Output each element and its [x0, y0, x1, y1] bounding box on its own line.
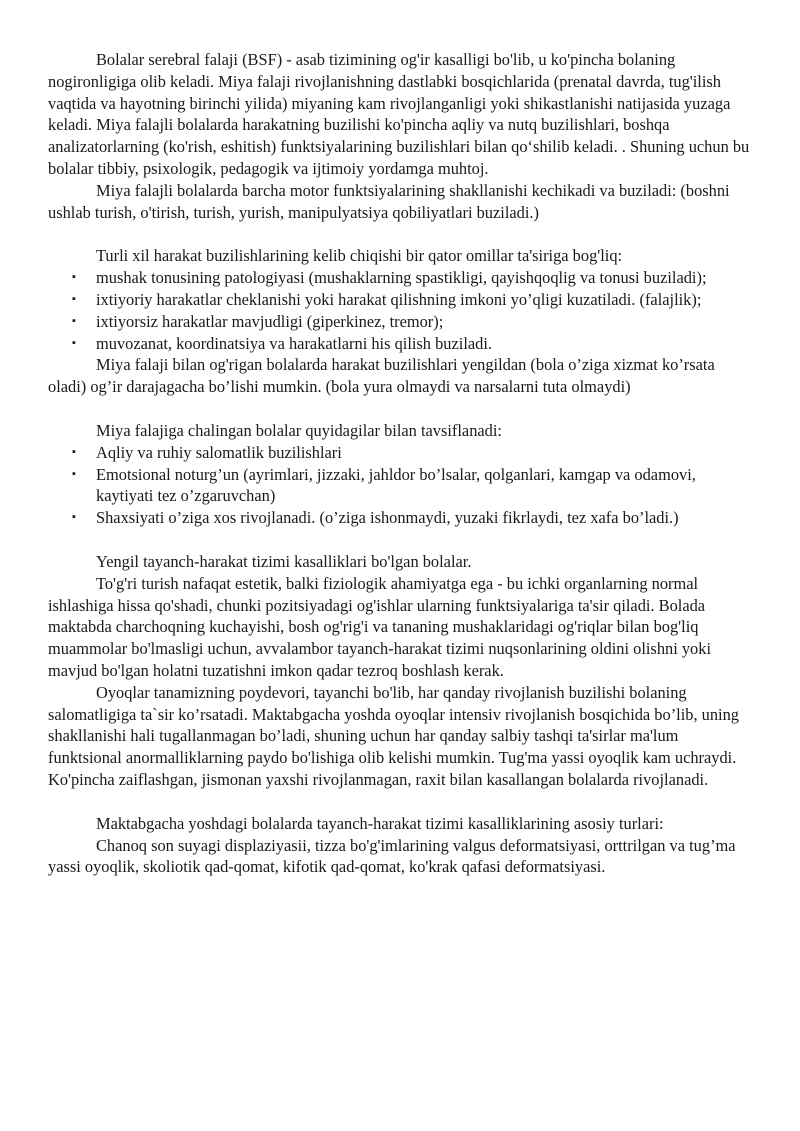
paragraph-disease-types-intro: Maktabgacha yoshdagi bolalarda tayanch-harakat tizimi kasalliklarining asosiy turlari:	[96, 813, 664, 833]
paragraph-disease-types: Chanoq son suyagi displaziyasii, tizza bo'g'imlarining valgus deformatsiyasi, orttrilgan va tug’ma yassi oyoqlik, skoliotik qad-qomat, kifotik qad-qomat, ko'krak qafasi deformatsiyasi.	[48, 835, 736, 877]
bullet-icon: ▪	[72, 467, 76, 480]
paragraph-posture: To'g'ri turish nafaqat estetik, balki fiziologik ahamiyatga ega - bu ichki organlarning normal ishlashiga hissa qo'shadi, chunki pozitsiyadagi og'ishlar ularning funktsiyalariga ta'sir qiladi. Bolada maktabda charchoqning kuchayishi, bosh og'rig'i va tananing mushaklaridagi og'riqlar bilan bog'liq muammolar bo'lmasligi uchun, avvalambor tayanch-harakat tizimi nuqsonlarining oldini olishni yoki mavjud bo'lgan holatni tuzatishni imkon qadar tezroq boshlash kerak.	[48, 573, 711, 680]
paragraph-characteristics-intro: Miya falajiga chalingan bolalar quyidagilar bilan tavsiflanadi:	[96, 420, 502, 440]
list-item	[48, 311, 752, 333]
paragraph-severity: Miya falaji bilan og'rigan bolalarda harakat buzilishlari yengildan (bola o’ziga xizmat ko’rsata oladi) og’ir darajagacha bo’lishi mumkin. (bola yura olmaydi va narsalarni tuta olmaydi)	[48, 355, 715, 397]
list-item-text: mushak tonusining patologiyasi (mushaklarning spastikligi, qayishqoqlig va tonusi buziladi);	[96, 268, 707, 288]
list-item	[48, 507, 752, 529]
bullet-icon: ▪	[72, 511, 76, 524]
paragraph-factors-intro: Turli xil harakat buzilishlarining kelib chiqishi bir qator omillar ta'siriga bog'liq:	[96, 246, 623, 266]
spacer	[48, 791, 752, 813]
bullet-icon: ▪	[72, 292, 76, 305]
list-item	[48, 333, 752, 355]
list-item-text: Shaxsiyati o’ziga xos rivojlanadi. (o’ziga ishonmaydi, yuzaki fikrlaydi, tez xafa bo’ladi.)	[96, 508, 679, 528]
section-heading-mild-disorders: Yengil tayanch-harakat tizimi kasalliklari bo'lgan bolalar.	[96, 551, 472, 571]
characteristics-list	[48, 442, 752, 529]
spacer	[48, 223, 752, 245]
list-item	[48, 289, 752, 311]
paragraph-bsf-intro: Bolalar serebral falaji (BSF) - asab tizimining og'ir kasalligi bo'lib, u ko'pincha bolaning nogironligiga olib keladi. Miya falaji rivojlanishning dastlabki bosqichlarida (prenatal davrda, tug'ilish vaqtida va hayotning birinchi yilida) miyaning kam rivojlanganligi yoki shikastlanishi natijasida yuzaga keladi. Miya falajli bolalarda harakatning buzilishi ko'pincha aqliy va nutq buzilishlari, boshqa analizatorlarning (ko'rish, eshitish) funktsiyalarining buzilishlari bilan qo‘shilib keladi. . Shuning uchun bu bolalar tibbiy, psixologik, pedagogik va ijtimoiy yordamga muhtoj.	[48, 50, 750, 178]
list-item-text: muvozanat, koordinatsiya va harakatlarni his qilish buziladi.	[96, 333, 493, 353]
factors-list	[48, 267, 752, 354]
bullet-icon: ▪	[72, 271, 76, 284]
bullet-icon: ▪	[72, 445, 76, 458]
paragraph-motor-functions: Miya falajli bolalarda barcha motor funktsiyalarining shakllanishi kechikadi va buziladi: (boshni ushlab turish, o'tirish, turish, yurish, manipulyatsiya qobiliyatlari buziladi.)	[48, 180, 730, 222]
spacer	[48, 398, 752, 420]
spacer	[48, 529, 752, 551]
bullet-icon: ▪	[72, 336, 76, 349]
bullet-icon: ▪	[72, 314, 76, 327]
list-item-text: ixtiyorsiz harakatlar mavjudligi (giperkinez, tremor);	[96, 311, 444, 331]
list-item-text: Emotsional noturg’un (ayrimlari, jizzaki, jahldor bo’lsalar, qolganlari, kamgap va odamovi, kaytiyati tez o’zgaruvchan)	[96, 464, 696, 506]
paragraph-feet: Oyoqlar tanamizning poydevori, tayanchi bo'lib, har qanday rivojlanish buzilishi bolaning salomatligiga ta`sir ko’rsatadi. Maktabgacha yoshda oyoqlar intensiv rivojlanish bosqichida bo’lib, uning shakllanishi hali tugallanmagan bo’ladi, shuning uchun har qanday salbiy tashqi ta'sirlar ma'lum funktsional anormalliklarning paydo bo'lishiga olib kelishi mumkin. Tug'ma yassi oyoqlik kam uchraydi. Ko'pincha zaiflashgan, jismonan yaxshi rivojlanmagan, raxit bilan kasallangan bolalarda rivojlanadi.	[48, 682, 739, 789]
list-item	[48, 464, 752, 508]
list-item-text: Aqliy va ruhiy salomatlik buzilishlari	[96, 442, 342, 462]
list-item	[48, 442, 752, 464]
list-item-text: ixtiyoriy harakatlar cheklanishi yoki harakat qilishning imkoni yo’qligi kuzatiladi. (falajlik);	[96, 289, 702, 309]
list-item	[48, 267, 752, 289]
